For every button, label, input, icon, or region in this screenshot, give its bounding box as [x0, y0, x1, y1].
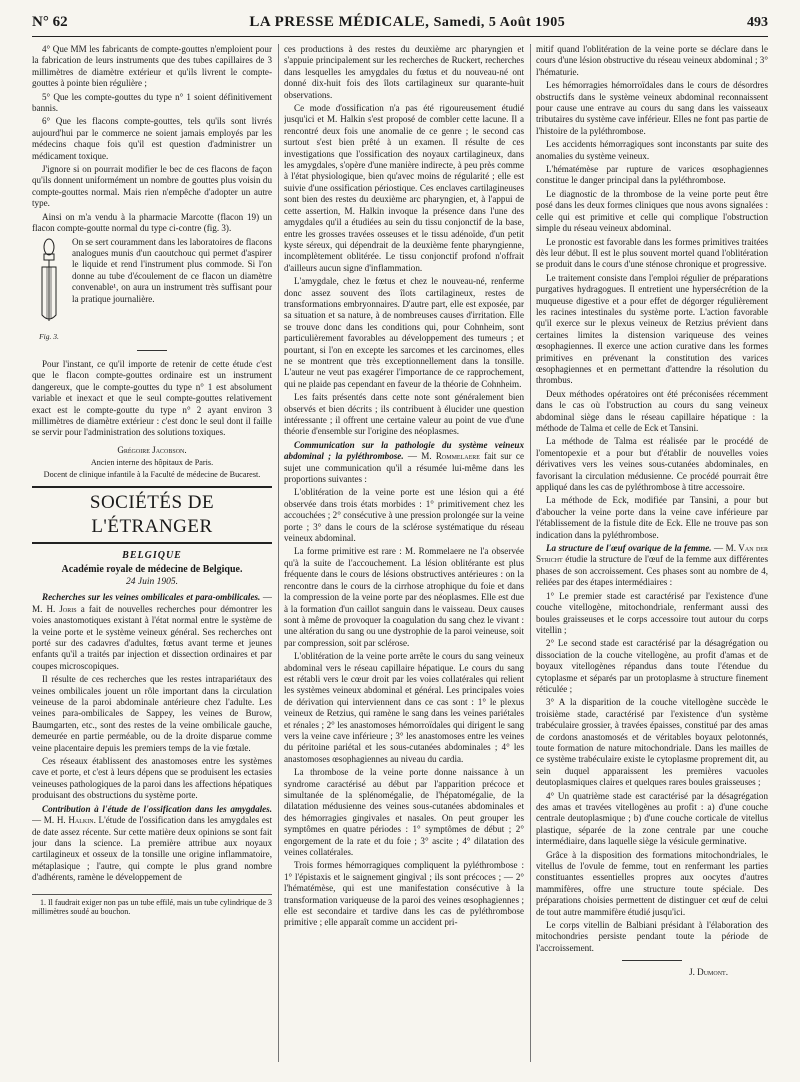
- figure-caption: Fig. 3.: [39, 331, 59, 341]
- report-author: M. Van der Stricht: [536, 543, 768, 565]
- page-number: 493: [747, 15, 768, 30]
- report-paragraph: Communication sur la pathologie du système veineux abdominal ; la pyléthrombose. — M. Rommelaere fait sur ce sujet une communication qu'il a résumée lui-même dans les proportions suivantes :: [284, 439, 524, 485]
- column-rule: [530, 44, 531, 1062]
- paragraph: Ces réseaux établissent des anastomoses entre les systèmes cave et porte, et c'est à leurs dépens que se produisent les ectasies veineuses pathologiques de la paroi dans les affections hépatiques produisant des obstructions du système porte.: [32, 756, 272, 801]
- figure-block: [32, 237, 272, 342]
- footnote-text: 1. Il faudrait exiger non pas un tube effilé, mais un tube cylindrique de 3 millimètres soudé au bouchon.: [32, 897, 272, 917]
- paragraph: 5° Que les compte-gouttes du type n° 1 soient définitivement bannis.: [32, 91, 272, 114]
- dropper-bottle-illustration: [34, 237, 64, 329]
- report-author: M. Rommelaere: [421, 451, 480, 462]
- paragraph: La méthode de Eck, modifiée par Tansini, a pour but d'aboucher la veine porte dans la veine cave inférieure par l'établissement de la fistule dite de Eck. Elle ne trouve pas son indication dans la pyléthrombose.: [536, 495, 768, 540]
- paragraph: La méthode de Talma est réalisée par le procédé de l'omentopexie et a pour but d'établir de nouvelles voies dérivatives vers les veines sous-cutanées abdominales, en favorisant la circulation médusienne. Ce procédé pourrait être appliqué dans les cas de pyléthrombose à titre accessoire.: [536, 436, 768, 493]
- paragraph: Le diagnostic de la thrombose de la veine porte peut être posé dans les deux formes cliniques que nous avons signalées : celle qui est primitive et celle qui complique l'obstruction simple du réseau veineux abdominal.: [536, 188, 768, 234]
- report-title: Communication sur la pathologie du système veineux abdominal ; la pyléthrombose.: [284, 439, 524, 462]
- paragraph: mitif quand l'oblitération de la veine porte se déclare dans le cours d'une lésion obstructive du réseau veineux abdominal ; 3° l'hématurie.: [536, 44, 768, 77]
- paragraph: Les accidents hémorragiques sont inconstants par suite des anomalies du système veineux.: [536, 139, 768, 161]
- author-signature: J. Dumont.: [689, 967, 728, 978]
- stage-paragraph: 1° Le premier stade est caractérisé par l'existence d'une couche vitellogène, mitochondriale, renfermant aussi des boules graisseuses et le corps accessoire tout autour du corps vitellin ;: [536, 590, 768, 635]
- author-affiliation: Ancien interne des hôpitaux de Paris.: [90, 458, 214, 468]
- paragraph: Trois formes hémorragiques compliquent la pyléthrombose : 1° l'épistaxis et le saignement gingival ; ils sont précoces ; — 2° l'hématémèse, qui est une manifestation consécutive à la transformation variqueuse de la paroi des veines œsophagiennes ; elle est secondaire et tardive dans les cas de pyléthrombose primitive ; elle apparaît comme un accident pri-: [284, 860, 524, 928]
- paragraph: Grâce à la disposition des formations mitochondriales, le vitellus de l'ovule de femme, tout en renfermant les parties constituantes essentielles propres aux oocytes d'autres mammifères, offre une structure toute spéciale. Des préparations choisies permettent de distinguer cet œuf de celui de tout autre mammifère étudié jusqu'ici.: [536, 849, 768, 917]
- journal-title: [249, 14, 565, 31]
- paragraph: Il résulte de ces recherches que les restes intrapariétaux des veines ombilicales jouent un rôle important dans la circulation veineuse de la paroi abdominale antérieure chez l'adulte. Les veines para-ombilicales de Sappey, les veines de Burow, Baumgarten, etc., sont des restes de la veine ombilicale gauche, demeurée en partie perméable, ou de la droite disparue comme veine placentaire depuis les premiers temps de la vie fœtale.: [32, 674, 272, 753]
- report-author: M. H. Halkin.: [43, 815, 96, 826]
- report-title: Contribution à l'étude de l'ossification dans les amygdales.: [42, 803, 272, 814]
- report-paragraph: Contribution à l'étude de l'ossification dans les amygdales. — M. H. Halkin. L'étude de l'ossification dans les amygdales est de date assez récente. Sur cette matière deux opinions se sont fait jour dans la science. La première attribue aux noyaux cartilagineux et osseux de la tonsille une origine inflammatoire, métaplasique ; l'autre, qui compte le plus grand nombre d'adhérents, ramène le développement de: [32, 803, 272, 883]
- stage-paragraph: 2° Le second stade est caractérisé par la désagrégation ou dissociation de la couche vitellogène, au profit d'amas et de boyaux vitellogènes répandus dans toute l'étendue du cytoplasme et séparés par un protoplasme à structure finement réticulée ;: [536, 638, 768, 694]
- report-text: étudie la structure de l'œuf de la femme aux différentes phases de son accroissement. Ces phases sont au nombre de 4, reliées par des étapes intermédiaires :: [536, 554, 768, 588]
- column-rule: [278, 44, 279, 1062]
- academy-heading: Académie royale de médecine de Belgique.: [61, 563, 243, 575]
- author-signature: Grégoire Jacobson.: [117, 444, 187, 455]
- journal-name: LA PRESSE MÉDICALE,: [249, 14, 430, 30]
- paragraph: Ce mode d'ossification n'a pas été rigoureusement étudié jusqu'ici et M. Halkin s'est proposé de combler cette lacune. Il a rencontré deux fois une anomalie de ce genre ; le second cas surtout s'est bien prêté à un examen. Il résulte de ces investigations que l'ossification des noyaux cartilagineux, dans les amygdales, s'opère d'une manière indirecte, à peu près comme à l'état physiologique, bien qu'avec moins de régularité ; elle est suivie d'une ossification périostique. Ces enclaves cartilagineuses sont bien des restes du deuxième arc pharyngien, et, à l'appui de cette assertion, M. Halkin invoque la présence dans l'une des amygdales qu'il a étudiées au sein du tissu conjonctif de la base, entre les grosses travées osseuses et le tissu adénoïde, d'un petit kyste séreux, qui dépendrait de la deuxième fente pharyngienne, incomplètement oblitérée. Le tissu conjonctif profond n'offrait d'ailleurs aucun signe d'inflammation.: [284, 103, 524, 273]
- paragraph: Le traitement consiste dans l'emploi régulier de préparations purgatives hydragogues. Il entretient une hypersécrétion de la muqueuse digestive et a pour effet de dégorger régulièrement les racines intestinales du système porte. L'action favorable qu'il exerce sur le plexus veineux de Retzius prévient dans certaines limites la distension variqueuse des veines œsophagiennes. Il exerce une action curative dans les formes primitives en prévenant la constitution des varices œsophagiennes et en permettant d'attendre la résolution du thrombus.: [536, 272, 768, 386]
- paragraph: Les hémorragies hémorroïdales dans le cours de désordres obstructifs dans le système veineux abdominal reconnaissent pour cause une entrave au cours du sang dans les vaisseaux tributaires du système cave inférieur. Elles ne font pas partie de l'histoire de la pyléthrombose.: [536, 80, 768, 136]
- report-title: Recherches sur les veines ombilicales et para-ombilicales.: [42, 592, 261, 603]
- column-3: [536, 44, 768, 1062]
- paragraph: 4° Que MM les fabricants de compte-gouttes n'emploient pour la fabrication de leurs instruments que des tubes capillaires de 3 millimètres de diamètre extérieur et qu'ils livrent le compte-gouttes à pointe bien régulière ;: [32, 44, 272, 89]
- report-text: fait sur ce sujet une communication qu'il a résumée lui-même dans les proportions suivantes :: [284, 451, 524, 485]
- issue-number: N° 62: [32, 14, 68, 30]
- paragraph: La thrombose de la veine porte donne naissance à un syndrome caractérisé au début par l'apparition précoce et simultanée de la splénomégalie, de l'hépatomégalie, de la dilatation médusienne des veines sous-cutanées abdominales et des hémorragies gingivales et nasales. On peut grouper les symptômes en quatre périodes : 1° symptômes de début ; 2° engorgement de la rate et du foie ; 3° ascite ; 4° dilatation des veines collatérales.: [284, 767, 524, 858]
- paragraph: L'hématémèse par rupture de varices œsophagiennes constitue le danger principal dans la pyléthrombose.: [536, 164, 768, 186]
- author-affiliation: Docent de clinique infantile à la Faculté de médecine de Bucarest.: [43, 470, 261, 480]
- session-date: 24 Juin 1905.: [126, 576, 178, 587]
- paragraph: Le corps vitellin de Balbiani présidant à l'élaboration des mitochondries persiste pendant toute la période de l'accroissement.: [536, 920, 768, 953]
- report-paragraph: La structure de l'œuf ovarique de la femme. — M. Van der Stricht étudie la structure de l'œuf de la femme aux différentes phases de son accroissement. Ces phases sont au nombre de 4, reliées par des étapes intermédiaires :: [536, 543, 768, 588]
- paragraph: 6° Que les flacons compte-gouttes, tels qu'ils sont livrés aujourd'hui par le commerce ne soient jamais employés par les médecins chaque fois qu'il est question d'administrer un médicament toxique.: [32, 116, 272, 161]
- figure-3: [32, 237, 66, 342]
- country-heading: BELGIQUE: [122, 550, 182, 562]
- report-title: La structure de l'œuf ovarique de la femme.: [546, 543, 712, 554]
- report-paragraph: Recherches sur les veines ombilicales et para-ombilicales. — M. H. Joris a fait de nouvelles recherches pour démontrer les voies anastomotiques existant à l'état normal entre le système de la veine porte et le système veineux général. Ses recherches ont porté sur des cadavres d'adultes, fœtus avant terme et jeunes enfants qu'il a traités par injection et dissection ordinaires et par coupes microscopiques.: [32, 592, 272, 671]
- column-1: [32, 44, 272, 1062]
- page-header: [32, 14, 768, 37]
- paragraph: L'oblitération de la veine porte arrête le cours du sang veineux abdominal vers le réseau capillaire hépatique. Le cours du sang est rétabli vers le cœur droit par les voies collatérales qui relient les systèmes veineux abdominal et général. Les principales voies de dérivation qui interviennent dans ce cas sont : 1° le plexus veineux de Retzius, qui ramène le sang dans les veines pariétales et rénales ; 2° les anastomoses hémorroïdales qui dirigent le sang vers la veine cave inférieure ; 3° les anastomoses entre les veines du péritoine pariétal et les sous-cutanées abdominales ; 4° les anastomoses œsophagiennes au niveau du cardia.: [284, 651, 524, 764]
- stage-paragraph: 3° A la disparition de la couche vitellogène succède le troisième stade, caractérisé par l'existence d'un système trabéculaire grossier, à travées épaisses, constitué par des amas de cordons anastomosés et de véritables boyaux pelotonnés, toute formation de nature mitochondriale. Dans les mailles de ce système trabéculaire existe le cytoplasme proprement dit, au sein duquel apparaissent les premières vacuoles deutoplasmiques claires et quelques rares boules graisseuses ;: [536, 697, 768, 788]
- section-title: SOCIÉTÉS DE L'ÉTRANGER: [32, 486, 272, 544]
- report-text: a fait de nouvelles recherches pour démontrer les voies anastomotiques existant à l'état normal entre le système de la veine porte et le système veineux général. Ses recherches ont porté sur des cadavres d'adultes, fœtus avant terme et jeunes enfants qu'il a traités par injection et dissection ordinaires et par coupes microscopiques.: [32, 603, 272, 671]
- footnote: [32, 894, 272, 917]
- separator-rule: [622, 960, 682, 961]
- paragraph: La forme primitive est rare : M. Rommelaere ne l'a observée qu'à la suite de l'accouchement. La lésion oblitérante est plus fréquente dans le cours de lésions obstructives antérieures : on la rencontre dans le cours de la cirrhose atrophique du foie et dans la compression de la veine porte par des néoplasmes. Elle est due à la formation d'un caillot sanguin dans le vaisseau. Deux causes sont à même de provoquer la coagulation du sang chez le vivant : une altération du sang ou une dystrophie de la paroi veineuse, soit par compression, soit par sclérose.: [284, 546, 524, 648]
- paragraph: On se sert couramment dans les laboratoires de flacons analogues munis d'un caoutchouc qui permet d'aspirer le liquide et rend l'instrument plus commode. Si l'on donne au tube d'écoulement de ce flacon un diamètre convenable¹, on aura un instrument très suffisant pour la pratique journalière.: [72, 236, 272, 304]
- report-text: L'étude de l'ossification dans les amygdales est de date assez récente. Sur cette matière deux opinions se sont fait jour dans la science. La première attribue aux noyaux cartilagineux et osseux de la tonsille une origine inflammatoire, métaplasique ; l'autre, qui compte le plus grand nombre d'adhérents, ramène le développement de: [32, 815, 272, 883]
- paragraph: J'ignore si on pourrait modifier le bec de ces flacons de façon qu'ils donnent uniformément un nombre de gouttes plus voisin du compte-gouttes normal. Mais rien n'empêche d'adopter un autre type.: [32, 164, 272, 209]
- paragraph: Les faits présentés dans cette note sont généralement bien observés et bien décrits ; ils contribuent à élucider une question intéressante ; il offrent une certaine valeur au point de vue d'une théorie d'ensemble sur l'origine des néoplasmes.: [284, 392, 524, 437]
- issue-date: Samedi, 5 Août 1905: [433, 15, 566, 30]
- paragraph: ces productions à des restes du deuxième arc pharyngien et s'appuie principalement sur les recherches de Ruckert, recherches dans lesquelles les amygdales du fœtus et du nouveau-né ont donné dix-huit fois des îlots cartilagineux sur quarante-huit observations.: [284, 44, 524, 100]
- paragraph: Deux méthodes opératoires ont été préconisées récemment dans le cas où l'obstruction au cours du sang veineux abdominal siège dans le réseau capillaire hépatique : la méthode de Talma et celle de Eck et Tansini.: [536, 388, 768, 433]
- paragraph: L'amygdale, chez le fœtus et chez le nouveau-né, renferme donc assez souvent des îlots cartilagineux, restes de transformations embryonnaires. D'autre part, elle est exposée, par sa situation et sa nature, à de nombreuses causes d'irritation. Elle se trouve donc dans les conditions qui, pour Cohnheim, sont particulièrement favorables au développement des tumeurs ; et pourtant, si l'on en excepte les sarcomes et les carcinomes, elles ne se montrent que très exceptionnellement dans la tonsille. L'auteur ne veut pas exagérer l'importance de ce rapprochement, qui ne plaide pas cependant en faveur de la théorie de Cohnheim.: [284, 276, 524, 389]
- column-2: [284, 44, 524, 1062]
- report-author: M. H. Joris: [32, 603, 77, 614]
- separator-rule: [137, 350, 167, 351]
- paragraph: Le pronostic est favorable dans les formes primitives traitées dès leur début. Il est le plus souvent mortel quand l'oblitération se produit dans le cours d'une sténose chronique et progressive.: [536, 236, 768, 270]
- figure-side-text: [72, 237, 272, 342]
- paragraph: L'oblitération de la veine porte est une lésion qui a été observée dans trois états morbides : 1° primitivement chez les accouchées ; 2° consécutive à une pression prolongée sur la veine porte ; 3° dans le cours de la sclérose systématique du réseau veineux abdominal.: [284, 487, 524, 544]
- paragraph: Pour l'instant, ce qu'il importe de retenir de cette étude c'est que le flacon compte-gouttes ordinaire est un instrument dangereux, que le compte-gouttes du type n° 1 est absolument variable et inexact et que le seul compte-gouttes relativement exact est le compte-goutte du type n° 2 ayant environ 3 millimètres de diamètre extérieur : c'est donc le seul dont il faille se servir pour l'administration des solutions toxiques.: [32, 358, 272, 438]
- paragraph: Ainsi on m'a vendu à la pharmacie Marcotte (flacon 19) un flacon compte-goutte normal du type ci-contre (fig. 3).: [32, 211, 272, 234]
- stage-paragraph: 4° Un quatrième stade est caractérisé par la désagrégation des amas et travées vitellogènes au profit : a) d'une couche centrale deutoplasmique ; b) d'une couche corticale de vitellus plastique, séparée de la zone centrale par une couche intermédiaire, dans laquelle siège la vésicule germinative.: [536, 790, 768, 847]
